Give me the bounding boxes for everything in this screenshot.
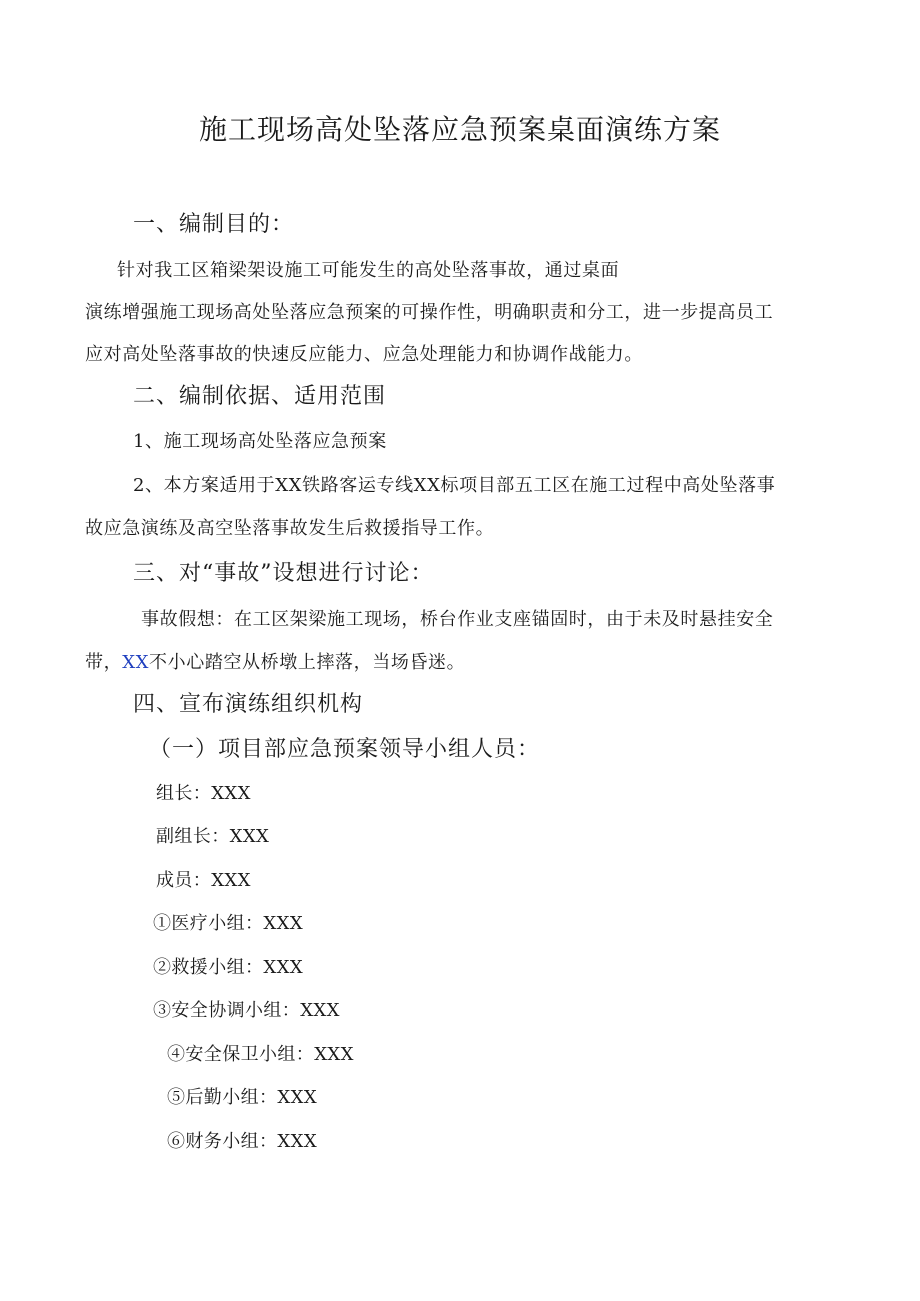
section-3-suffix: 不小心踏空从桥墩上摔落，当场昏迷。 — [149, 652, 466, 673]
member-leader: 组长：XXX — [156, 783, 251, 804]
section-1-heading: 一、编制目的： — [133, 212, 295, 237]
section-1-paragraph-line-2: 演练增强施工现场高处坠落应急预案的可操作性，明确职责和分工，进一步提高员工 — [85, 302, 774, 323]
member-safety-coordination-group: ③安全协调小组：XXX — [153, 1000, 340, 1021]
section-4-subheading: （一）项目部应急预案领导小组人员： — [149, 737, 541, 762]
document-title: 施工现场高处坠落应急预案桌面演练方案 — [198, 113, 721, 146]
section-4-heading: 四、宣布演练组织机构 — [133, 692, 364, 717]
section-3-heading: 三、对“事故”设想进行讨论： — [133, 561, 434, 586]
section-2-item-2-line-2: 故应急演练及高空坠落事故发生后救援指导工作。 — [85, 518, 495, 539]
section-3-paragraph-line-1: 事故假想：在工区架梁施工现场，桥台作业支座锚固时，由于未及时悬挂安全 — [141, 609, 774, 630]
section-2-heading: 二、编制依据、适用范围 — [133, 384, 387, 409]
section-3-paragraph-line-2 — [85, 654, 465, 672]
casualty-name-placeholder: XX — [122, 652, 150, 673]
section-2-item-2-line-1: 2、本方案适用于XX铁路客运专线XX标项目部五工区在施工过程中高处坠落事 — [133, 475, 776, 496]
member-deputy-leader: 副组长：XXX — [156, 826, 270, 847]
member-finance-group: ⑥财务小组：XXX — [167, 1131, 318, 1152]
section-3-prefix: 带， — [85, 652, 123, 673]
section-2-item-1: 1、施工现场高处坠落应急预案 — [133, 431, 387, 452]
member-medical-group: ①医疗小组：XXX — [153, 913, 304, 934]
section-1-paragraph-line-1: 针对我工区箱梁架设施工可能发生的高处坠落事故，通过桌面 — [117, 260, 620, 281]
member-rescue-group: ②救援小组：XXX — [153, 957, 304, 978]
member-members: 成员：XXX — [156, 870, 251, 891]
member-security-group: ④安全保卫小组：XXX — [167, 1044, 354, 1065]
section-1-paragraph-line-3: 应对高处坠落事故的快速反应能力、应急处理能力和协调作战能力。 — [85, 344, 643, 365]
member-logistics-group: ⑤后勤小组：XXX — [167, 1087, 318, 1108]
